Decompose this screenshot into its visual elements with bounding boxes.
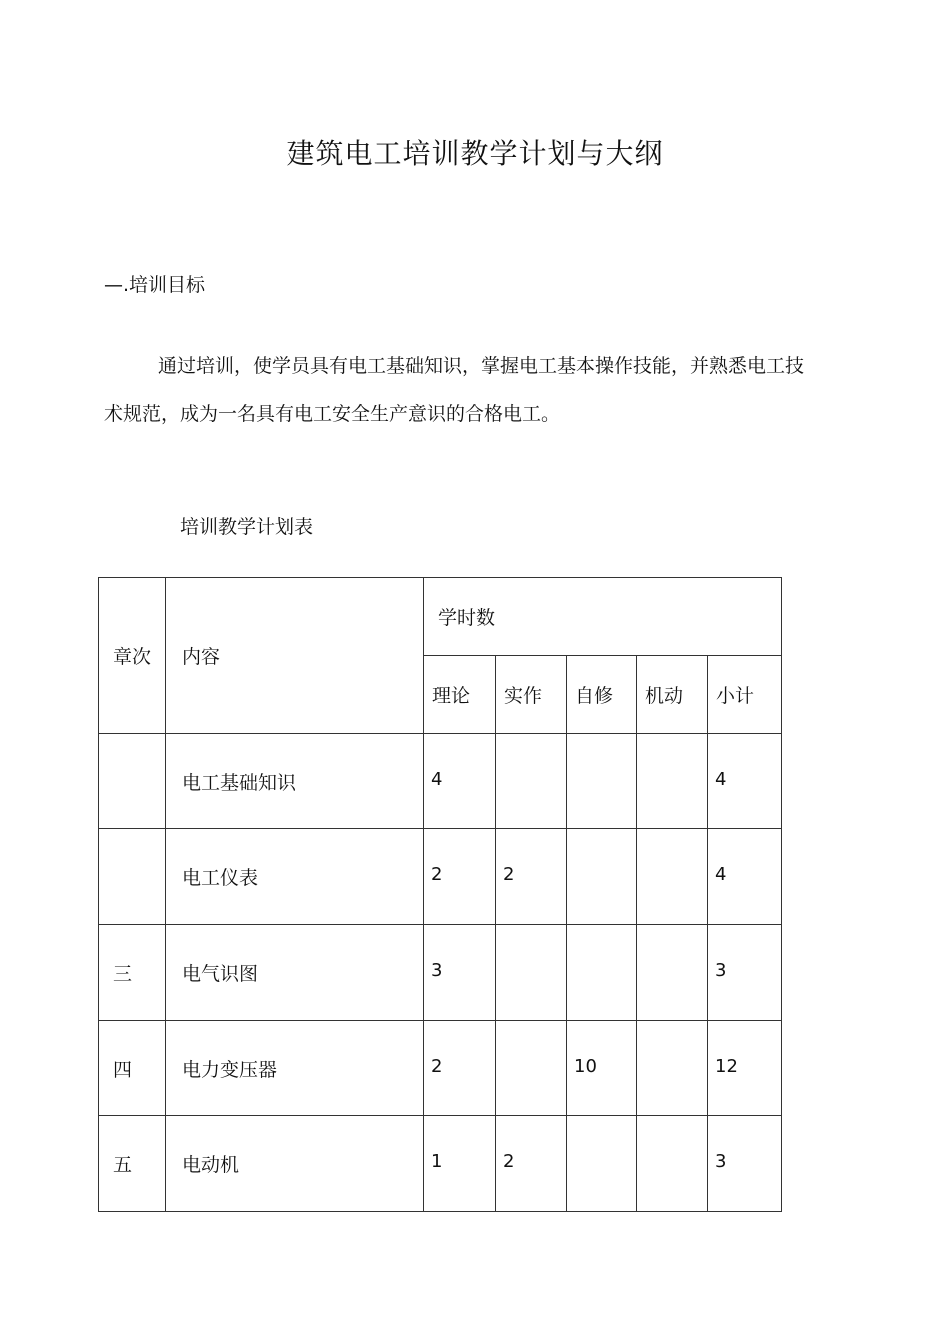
header-subtotal: 小计 [708, 656, 782, 734]
header-practice: 实作 [496, 656, 567, 734]
row-theory: 1 [424, 1116, 496, 1212]
row-theory: 4 [424, 734, 496, 829]
table-row [99, 1116, 782, 1212]
row-subtotal: 4 [708, 829, 782, 925]
table-caption: 培训教学计划表 [180, 516, 314, 538]
row-flexible [637, 734, 708, 829]
training-goal-paragraph: 通过培训，使学员具有电工基础知识，掌握电工基本操作技能，并熟悉电工技术规范，成为一名具有电工安全生产意识的合格电工。 [104, 355, 805, 425]
row-practice [496, 925, 567, 1021]
table-row [99, 734, 782, 829]
header-theory: 理论 [424, 656, 496, 734]
row-chapter [99, 734, 166, 829]
row-subtotal: 4 [708, 734, 782, 829]
row-practice [496, 734, 567, 829]
header-flexible: 机动 [637, 656, 708, 734]
header-content: 内容 [166, 578, 424, 734]
row-content: 电工基础知识 [166, 734, 424, 829]
header-chapter: 章次 [99, 578, 166, 734]
row-practice: 2 [496, 1116, 567, 1212]
header-hours: 学时数 [424, 578, 782, 656]
row-practice [496, 1021, 567, 1116]
row-self-study: 10 [567, 1021, 637, 1116]
row-content: 电气识图 [166, 925, 424, 1021]
row-flexible [637, 1116, 708, 1212]
row-self-study [567, 734, 637, 829]
row-self-study [567, 829, 637, 925]
row-content: 电工仪表 [166, 829, 424, 925]
row-theory: 3 [424, 925, 496, 1021]
table-row [99, 1021, 782, 1116]
table-row [99, 829, 782, 925]
table-header-row [99, 578, 782, 656]
header-self-study: 自修 [567, 656, 637, 734]
row-theory: 2 [424, 829, 496, 925]
row-chapter: 五 [99, 1116, 166, 1212]
row-chapter [99, 829, 166, 925]
row-self-study [567, 925, 637, 1021]
table-row [99, 925, 782, 1021]
row-subtotal: 3 [708, 1116, 782, 1212]
row-self-study [567, 1116, 637, 1212]
document-title: 建筑电工培训教学计划与大纲 [286, 137, 664, 170]
row-content: 电动机 [166, 1116, 424, 1212]
row-flexible [637, 925, 708, 1021]
row-theory: 2 [424, 1021, 496, 1116]
row-subtotal: 12 [708, 1021, 782, 1116]
row-flexible [637, 829, 708, 925]
row-chapter: 四 [99, 1021, 166, 1116]
row-flexible [637, 1021, 708, 1116]
section-heading-training-goal: —.培训目标 [104, 274, 206, 296]
row-subtotal: 3 [708, 925, 782, 1021]
row-practice: 2 [496, 829, 567, 925]
row-content: 电力变压器 [166, 1021, 424, 1116]
row-chapter: 三 [99, 925, 166, 1021]
training-plan-table [98, 577, 782, 1212]
